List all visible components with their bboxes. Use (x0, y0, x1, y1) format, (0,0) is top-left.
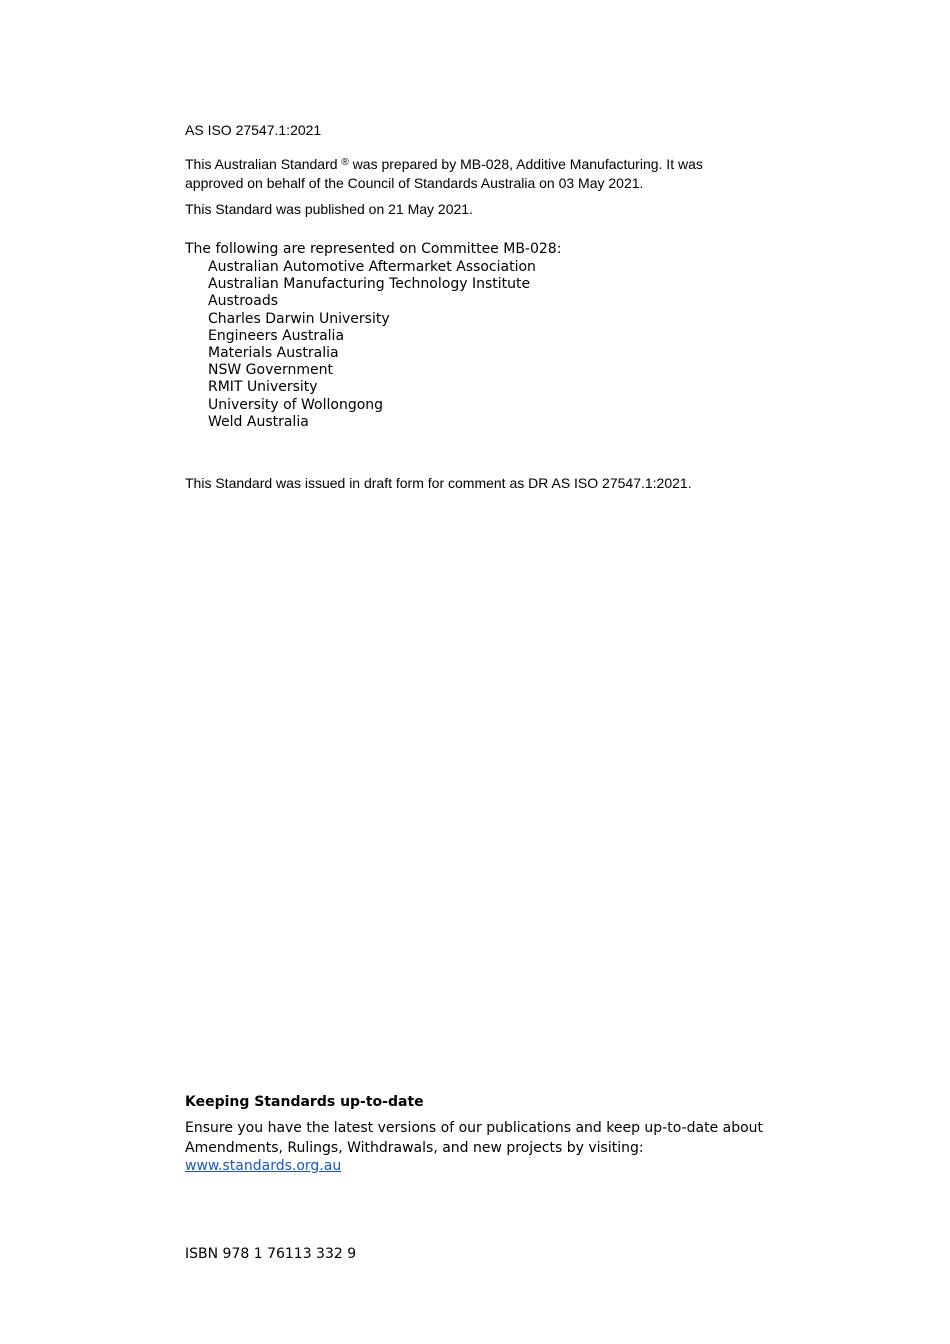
committee-member: Weld Australia (208, 413, 309, 430)
updates-text: Ensure you have the latest versions of our publications and keep up-to-date about Amendments, Rulings, Withdrawals, and new projects by visiting: (185, 1120, 764, 1156)
committee-member: NSW Government (208, 362, 333, 379)
preparation-statement (185, 155, 745, 193)
committee-member: University of Wollongong (208, 396, 384, 413)
committee-member: Engineers Australia (208, 327, 345, 344)
committee-member: Australian Manufacturing Technology Institute (208, 276, 531, 293)
committee-member: Materials Australia (208, 345, 339, 362)
draft-note: This Standard was issued in draft form for comment as DR AS ISO 27547.1:2021. (185, 475, 692, 491)
committee-member: Charles Darwin University (208, 310, 390, 327)
committee-heading: The following are represented on Committee MB-028: (185, 241, 562, 257)
isbn-number: ISBN 978 1 76113 332 9 (185, 1246, 357, 1262)
committee-member-list (208, 259, 536, 431)
preparation-text-end: was prepared by MB-028, Additive Manufacturing. It was approved on behalf of the Council of Standards Australia on 03 May 2021. (185, 156, 703, 191)
preparation-text-start: This Australian Standard (185, 156, 338, 172)
updates-heading: Keeping Standards up-to-date (185, 1094, 424, 1110)
committee-member: Austroads (208, 293, 279, 310)
committee-member: Australian Automotive Aftermarket Association (208, 259, 536, 275)
committee-member: RMIT University (208, 379, 318, 396)
document-designation: AS ISO 27547.1:2021 (185, 122, 322, 138)
registered-mark: ® (341, 157, 349, 168)
standards-website-link[interactable]: www.standards.org.au (185, 1158, 342, 1174)
publication-date-statement: This Standard was published on 21 May 2021. (185, 201, 473, 217)
